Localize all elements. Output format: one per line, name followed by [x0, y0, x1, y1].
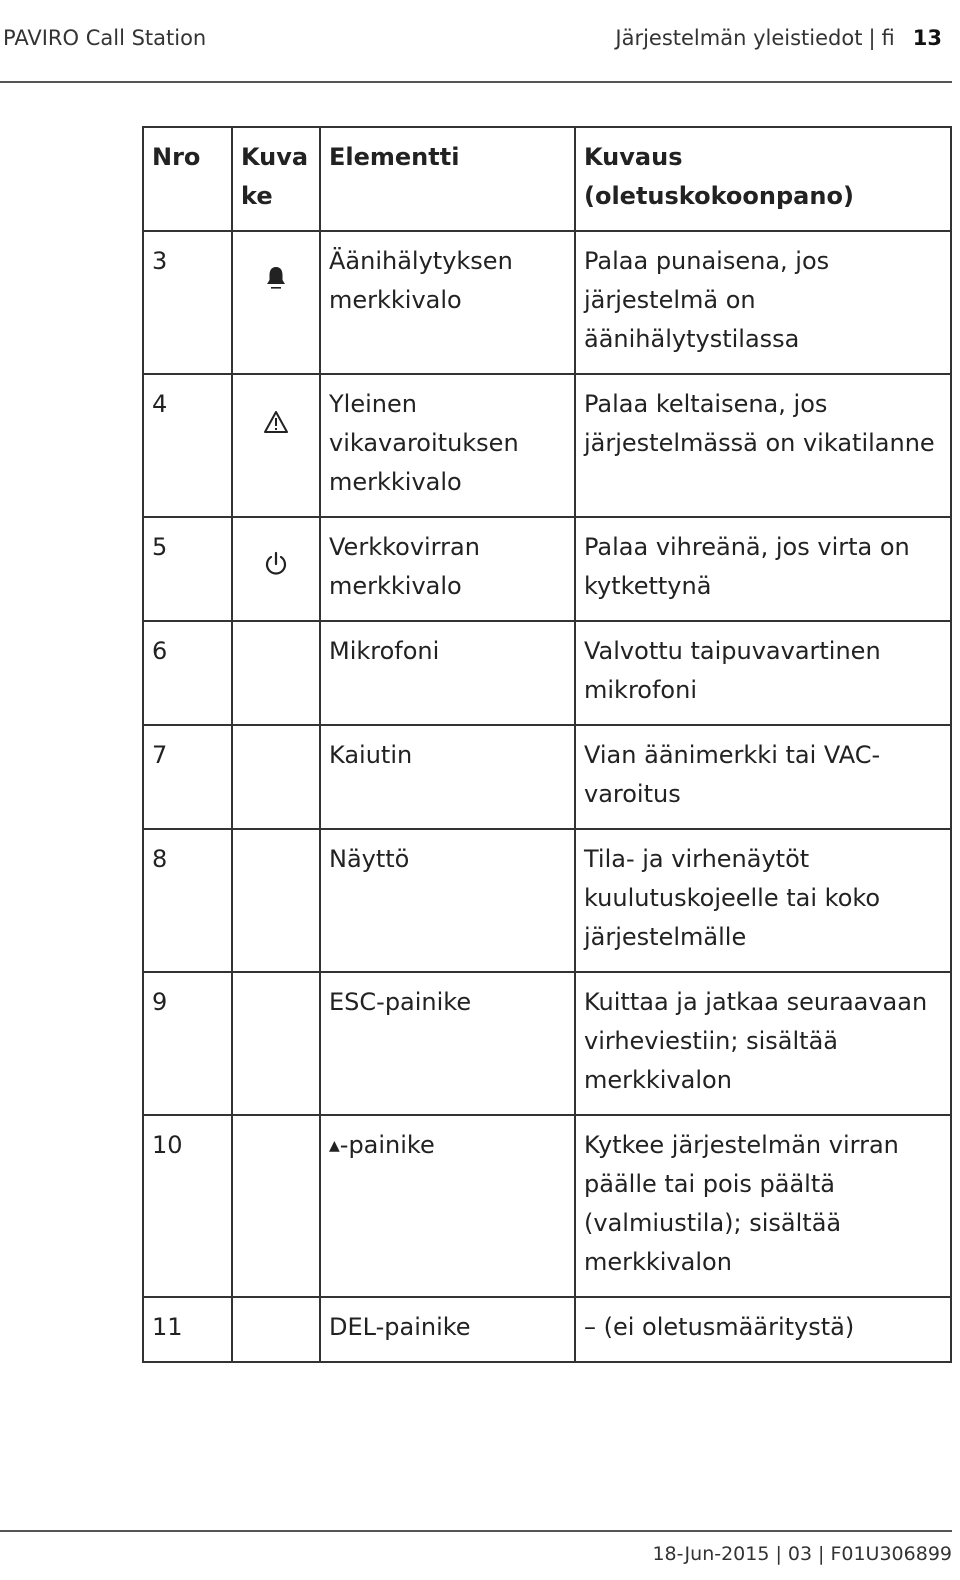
row-number: 6	[143, 621, 232, 725]
row-number: 11	[143, 1297, 232, 1362]
row-icon-cell	[232, 517, 320, 621]
row-icon-cell	[232, 1115, 320, 1297]
row-element: DEL-painike	[320, 1297, 575, 1362]
header-right: Järjestelmän yleistiedot | fi 13	[615, 26, 942, 50]
row-number: 4	[143, 374, 232, 517]
header-elementti: Elementti	[320, 127, 575, 231]
row-icon-cell	[232, 621, 320, 725]
row-number: 3	[143, 231, 232, 374]
row-element: ▲-painike	[320, 1115, 575, 1297]
header-divider	[0, 81, 952, 83]
warning-icon	[263, 407, 289, 446]
table-header-row	[143, 127, 951, 231]
up-arrow-symbol: ▲	[329, 1138, 340, 1154]
row-description: Palaa punaisena, jos järjestelmä on äänihälytystilassa	[575, 231, 951, 374]
row-icon-cell	[232, 725, 320, 829]
row-icon-cell	[232, 231, 320, 374]
header-kuvaus: Kuvaus (oletuskokoonpano)	[575, 127, 951, 231]
row-element: ESC-painike	[320, 972, 575, 1115]
product-name: PAVIRO Call Station	[3, 26, 207, 50]
footer-divider	[0, 1530, 952, 1532]
row-element: Yleinen vikavaroituksen merkkivalo	[320, 374, 575, 517]
row-description: – (ei oletusmääritystä)	[575, 1297, 951, 1362]
row-number: 9	[143, 972, 232, 1115]
row-element: Näyttö	[320, 829, 575, 972]
table-row	[143, 374, 951, 517]
row-element: Verkkovirran merkkivalo	[320, 517, 575, 621]
page-number: 13	[912, 26, 942, 50]
table-row	[143, 1115, 951, 1297]
row-icon-cell	[232, 829, 320, 972]
table-row	[143, 972, 951, 1115]
table-row	[143, 231, 951, 374]
footer-text: 18-Jun-2015 | 03 | F01U306899	[652, 1543, 952, 1565]
row-description: Palaa vihreänä, jos virta on kytkettynä	[575, 517, 951, 621]
row-number: 8	[143, 829, 232, 972]
table-row	[143, 517, 951, 621]
footer-doc-id: F01U306899	[830, 1543, 952, 1565]
section-title: Järjestelmän yleistiedot	[615, 26, 863, 50]
power-icon	[264, 550, 288, 589]
header-nro: Nro	[143, 127, 232, 231]
row-icon-cell	[232, 1297, 320, 1362]
row-number: 7	[143, 725, 232, 829]
row-element: Mikrofoni	[320, 621, 575, 725]
row-element: Äänihälytyksen merkkivalo	[320, 231, 575, 374]
language-code: fi	[881, 26, 895, 50]
bell-icon	[265, 264, 287, 303]
row-description: Palaa keltaisena, jos järjestelmässä on vikatilanne	[575, 374, 951, 517]
row-icon-cell	[232, 972, 320, 1115]
header-kuvake: Kuva ke	[232, 127, 320, 231]
row-description: Valvottu taipuvavartinen mikrofoni	[575, 621, 951, 725]
row-icon-cell	[232, 374, 320, 517]
row-description: Kuittaa ja jatkaa seuraavaan virheviestiin; sisältää merkkivalon	[575, 972, 951, 1115]
table-row	[143, 829, 951, 972]
table-row	[143, 725, 951, 829]
row-description: Tila- ja virhenäytöt kuulutuskojeelle tai koko järjestelmälle	[575, 829, 951, 972]
element-table	[142, 126, 952, 1363]
row-description: Vian äänimerkki tai VAC- varoitus	[575, 725, 951, 829]
row-description: Kytkee järjestelmän virran päälle tai pois päältä (valmiustila); sisältää merkkivalon	[575, 1115, 951, 1297]
table-row	[143, 1297, 951, 1362]
row-element: Kaiutin	[320, 725, 575, 829]
footer-version: 03	[787, 1543, 813, 1565]
table-row	[143, 621, 951, 725]
row-number: 5	[143, 517, 232, 621]
footer-date: 18-Jun-2015	[652, 1543, 770, 1565]
row-number: 10	[143, 1115, 232, 1297]
